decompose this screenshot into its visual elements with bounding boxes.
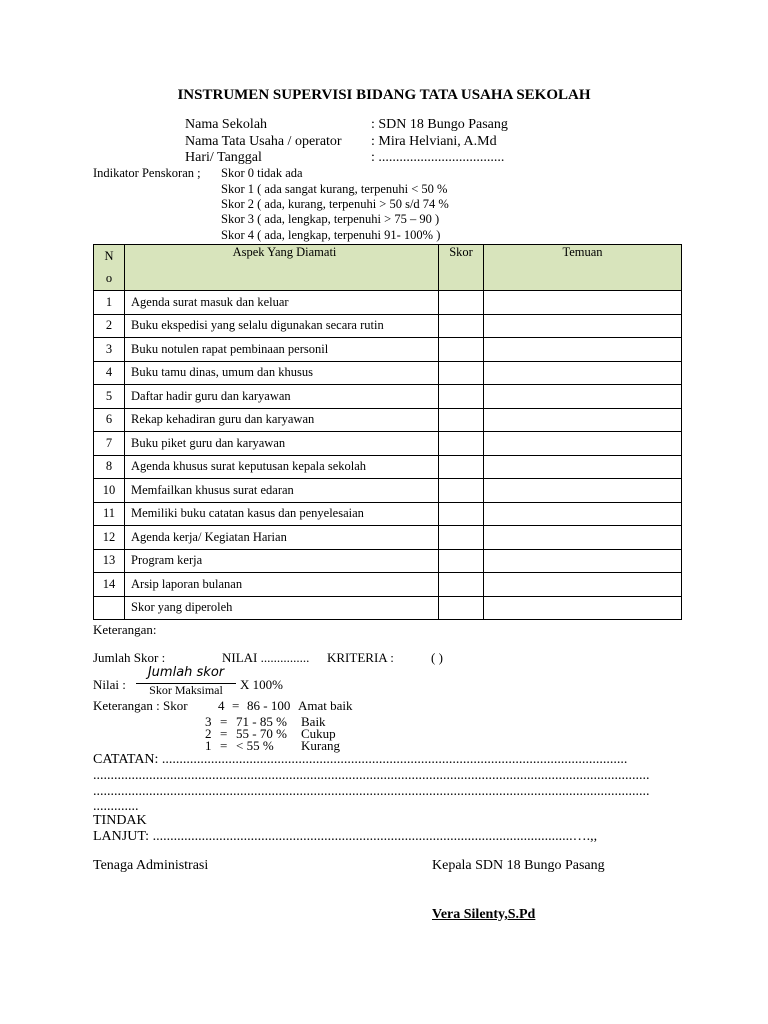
row-temuan-cell[interactable]	[484, 408, 682, 432]
indikator-item: Skor 3 ( ada, lengkap, terpenuhi > 75 – 90 )	[221, 212, 440, 226]
skor-predikat: Amat baik	[298, 698, 353, 713]
indikator-label: Indikator Penskoran ;	[93, 166, 201, 180]
row-number: 14	[94, 573, 125, 597]
row-number: 11	[94, 502, 125, 526]
table-row	[94, 361, 682, 385]
row-skor-cell[interactable]	[439, 455, 484, 479]
row-aspek: Agenda khusus surat keputusan kepala sekolah	[125, 455, 439, 479]
indikator-item: Skor 4 ( ada, lengkap, terpenuhi 91- 100% )	[221, 228, 441, 242]
kriteria-paren: ( )	[431, 650, 443, 665]
footer-label: Skor yang diperoleh	[125, 596, 439, 620]
row-skor-cell[interactable]	[439, 385, 484, 409]
nilai-formula-multiplier: X 100%	[240, 677, 283, 692]
skor-score: 4	[218, 698, 225, 713]
header-no	[94, 245, 125, 291]
header-temuan: Temuan	[484, 245, 682, 291]
table-row	[94, 573, 682, 597]
row-number: 10	[94, 479, 125, 503]
row-skor-cell[interactable]	[439, 291, 484, 315]
table-row	[94, 291, 682, 315]
document-title: INSTRUMEN SUPERVISI BIDANG TATA USAHA SEKOLAH	[177, 87, 591, 103]
row-temuan-cell[interactable]	[484, 314, 682, 338]
row-skor-cell[interactable]	[439, 338, 484, 362]
row-number: 2	[94, 314, 125, 338]
row-temuan-cell[interactable]	[484, 479, 682, 503]
header-skor: Skor	[439, 245, 484, 291]
row-skor-cell[interactable]	[439, 502, 484, 526]
footer-no-cell	[94, 596, 125, 620]
info-label-tata-usaha: Nama Tata Usaha / operator	[185, 134, 342, 149]
skor-score: 1	[205, 738, 212, 753]
row-aspek: Program kerja	[125, 549, 439, 573]
row-aspek: Agenda kerja/ Kegiatan Harian	[125, 526, 439, 550]
header-aspek: Aspek Yang Diamati	[125, 245, 439, 291]
skor-predikat: Baik	[301, 714, 326, 729]
info-value-tata-usaha: : Mira Helviani, A.Md	[371, 134, 497, 149]
row-temuan-cell[interactable]	[484, 549, 682, 573]
row-aspek: Memiliki buku catatan kasus dan penyelesaian	[125, 502, 439, 526]
row-aspek: Buku piket guru dan karyawan	[125, 432, 439, 456]
jumlah-skor-label: Jumlah Skor :	[93, 650, 166, 665]
indikator-item: Skor 1 ( ada sangat kurang, terpenuhi < 50 %	[221, 182, 448, 196]
skor-eq: =	[220, 714, 228, 729]
row-temuan-cell[interactable]	[484, 526, 682, 550]
row-skor-cell[interactable]	[439, 361, 484, 385]
row-number: 8	[94, 455, 125, 479]
table-row	[94, 502, 682, 526]
table-row	[94, 314, 682, 338]
info-label-hari-tanggal: Hari/ Tanggal	[185, 150, 262, 165]
table-row	[94, 408, 682, 432]
row-temuan-cell[interactable]	[484, 291, 682, 315]
catatan-line: CATATAN: .....................................................................................................................................	[93, 752, 628, 767]
header-no-o: o	[105, 271, 113, 285]
row-temuan-cell[interactable]	[484, 455, 682, 479]
row-skor-cell[interactable]	[439, 432, 484, 456]
row-skor-cell[interactable]	[439, 549, 484, 573]
table-header-row	[94, 245, 682, 291]
row-aspek: Buku ekspedisi yang selalu digunakan secara rutin	[125, 314, 439, 338]
skor-eq: =	[232, 698, 240, 713]
skor-range: 71 - 85 %	[236, 714, 287, 729]
catatan-line: ...............................................................................................................................................................	[93, 784, 650, 799]
nilai-fraction	[136, 665, 236, 697]
catatan-line: .............	[93, 799, 139, 814]
row-number: 7	[94, 432, 125, 456]
nilai-formula-label: Nilai :	[93, 677, 126, 692]
indikator-item: Skor 0 tidak ada	[221, 166, 303, 180]
skor-predikat: Kurang	[301, 738, 340, 753]
row-aspek: Arsip laporan bulanan	[125, 573, 439, 597]
row-number: 6	[94, 408, 125, 432]
nilai-label: NILAI ...............	[222, 650, 310, 665]
info-value-nama-sekolah: : SDN 18 Bungo Pasang	[371, 117, 508, 132]
table-row	[94, 549, 682, 573]
table-row	[94, 455, 682, 479]
skor-range: 86 - 100	[247, 698, 291, 713]
row-temuan-cell[interactable]	[484, 338, 682, 362]
header-no-n: N	[104, 249, 114, 263]
indikator-item: Skor 2 ( ada, kurang, terpenuhi > 50 s/d 74 %	[221, 197, 449, 211]
table-row	[94, 526, 682, 550]
row-aspek: Buku tamu dinas, umum dan khusus	[125, 361, 439, 385]
row-temuan-cell[interactable]	[484, 502, 682, 526]
skor-eq: =	[220, 738, 228, 753]
row-temuan-cell[interactable]	[484, 361, 682, 385]
table-row	[94, 479, 682, 503]
row-skor-cell[interactable]	[439, 573, 484, 597]
skor-score: 3	[205, 714, 212, 729]
row-number: 4	[94, 361, 125, 385]
signature-right-name: Vera Silenty,S.Pd	[432, 907, 536, 922]
row-temuan-cell[interactable]	[484, 432, 682, 456]
fraction-numerator: Jumlah skor	[136, 665, 236, 684]
footer-temuan-cell	[484, 596, 682, 620]
row-skor-cell[interactable]	[439, 479, 484, 503]
signature-left-title: Tenaga Administrasi	[93, 858, 209, 873]
row-number: 3	[94, 338, 125, 362]
table-row	[94, 338, 682, 362]
info-value-hari-tanggal: : ....................................	[371, 150, 505, 165]
skor-range: < 55 %	[236, 738, 274, 753]
table-footer-row	[94, 596, 682, 620]
kriteria-label: KRITERIA :	[327, 650, 394, 665]
table-row	[94, 432, 682, 456]
row-number: 12	[94, 526, 125, 550]
row-aspek: Agenda surat masuk dan keluar	[125, 291, 439, 315]
row-number: 5	[94, 385, 125, 409]
fraction-denominator: Skor Maksimal	[149, 683, 223, 697]
row-skor-cell[interactable]	[439, 408, 484, 432]
skor-score: 2	[205, 726, 212, 741]
tindak-label: TINDAK	[93, 813, 147, 828]
info-label-nama-sekolah: Nama Sekolah	[185, 117, 268, 132]
supervision-table	[93, 244, 682, 620]
row-number: 1	[94, 291, 125, 315]
row-aspek: Daftar hadir guru dan karyawan	[125, 385, 439, 409]
row-temuan-cell[interactable]	[484, 573, 682, 597]
row-number: 13	[94, 549, 125, 573]
keterangan-skor-prefix: Keterangan : Skor	[93, 698, 188, 713]
row-aspek: Buku notulen rapat pembinaan personil	[125, 338, 439, 362]
skor-predikat: Cukup	[301, 726, 336, 741]
row-skor-cell[interactable]	[439, 314, 484, 338]
row-aspek: Memfailkan khusus surat edaran	[125, 479, 439, 503]
skor-range: 55 - 70 %	[236, 726, 287, 741]
table-row	[94, 385, 682, 409]
footer-skor-cell[interactable]	[439, 596, 484, 620]
row-skor-cell[interactable]	[439, 526, 484, 550]
lanjut-line: LANJUT: ........................................................................................................................….,,	[93, 829, 598, 844]
catatan-line: ...............................................................................................................................................................	[93, 768, 650, 783]
signature-right-title: Kepala SDN 18 Bungo Pasang	[432, 858, 605, 873]
row-temuan-cell[interactable]	[484, 385, 682, 409]
row-aspek: Rekap kehadiran guru dan karyawan	[125, 408, 439, 432]
skor-eq: =	[220, 726, 228, 741]
keterangan-label: Keterangan:	[93, 622, 157, 637]
